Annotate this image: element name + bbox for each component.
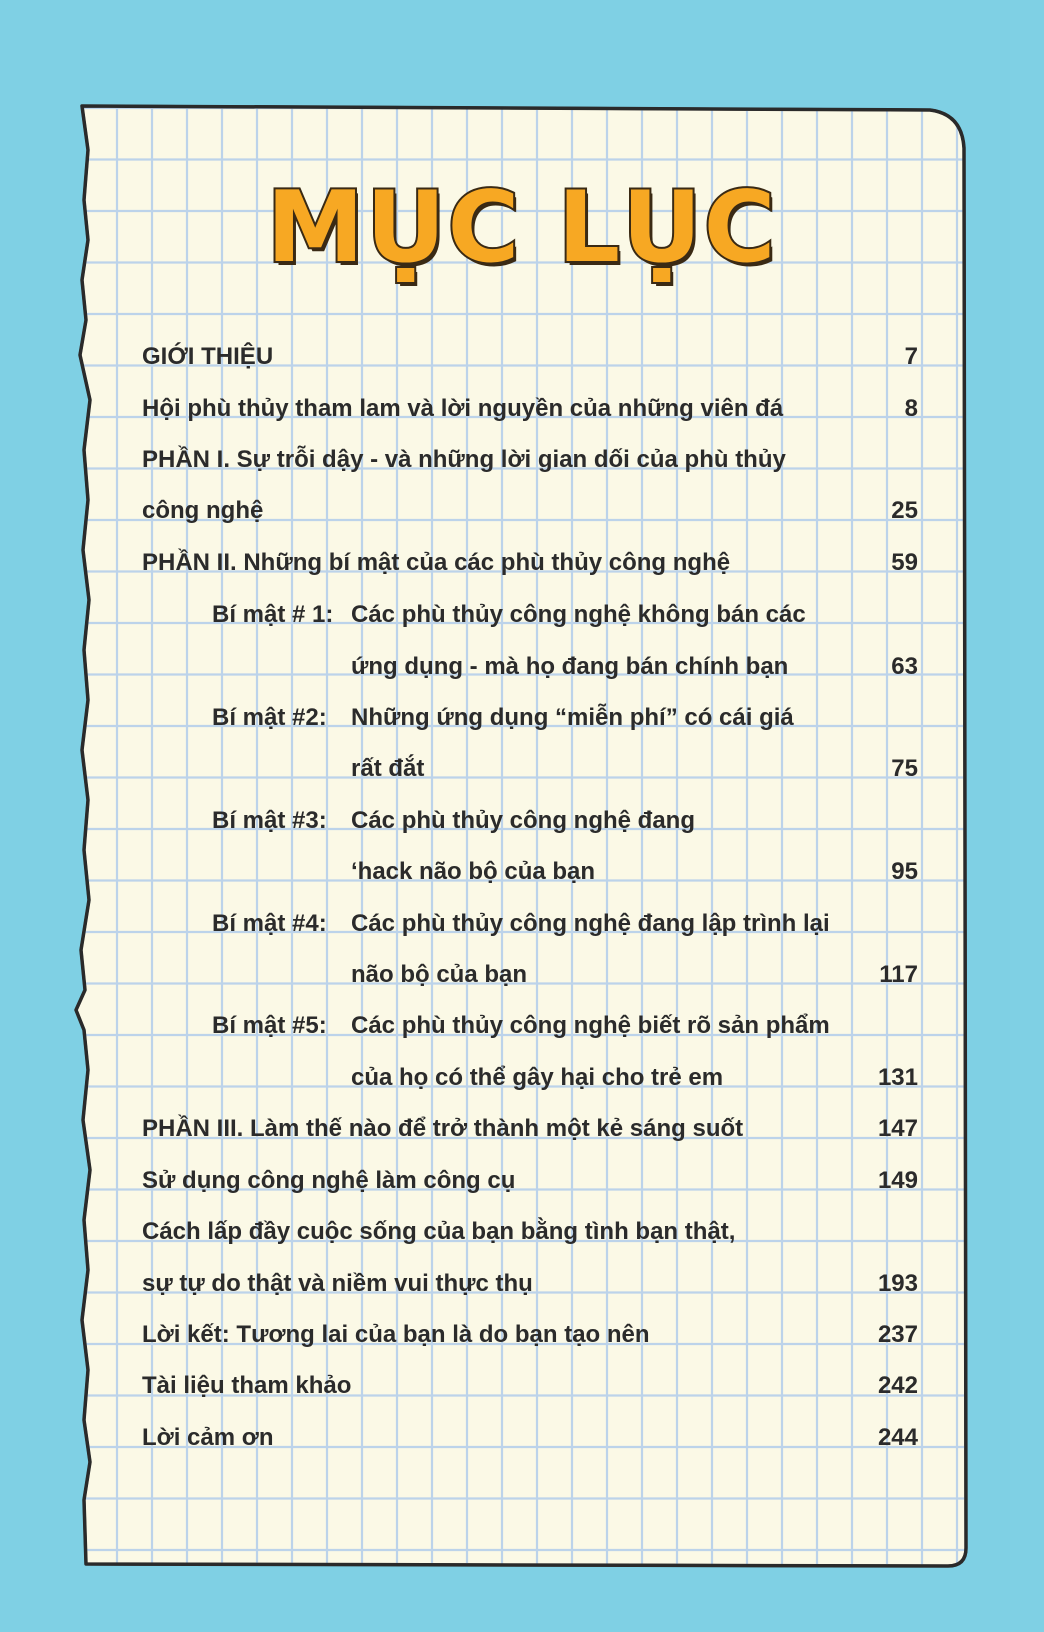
toc-page-prologue: 8 — [904, 395, 918, 422]
secret-3-title-line2: ‘hack não bộ của bạn — [351, 858, 596, 885]
toc-entry-epilogue: Lời kết: Tương lai của bạn là do bạn tạo nên — [142, 1321, 650, 1348]
toc-page-part3: 147 — [877, 1115, 918, 1142]
toc-entry-part1-line1: PHẦN I. Sự trỗi dậy - và những lời gian dối của phù thủy — [142, 446, 786, 473]
toc-entry-part3: PHẦN III. Làm thế nào để trở thành một kẻ sáng suốt — [142, 1115, 744, 1142]
secret-2-label: Bí mật #2: — [212, 704, 327, 731]
secret-4-label: Bí mật #4: — [212, 910, 327, 937]
secret-5-title-line1: Các phù thủy công nghệ biết rõ sản phẩm — [351, 1012, 830, 1039]
secret-1-title-line1: Các phù thủy công nghệ không bán các — [351, 601, 806, 628]
toc-entry-thanks: Lời cảm ơn — [142, 1424, 274, 1451]
toc-page-epilogue: 237 — [877, 1321, 918, 1348]
secret-4-title-line1: Các phù thủy công nghệ đang lập trình lại — [351, 910, 830, 937]
toc-entry-part2: PHẦN II. Những bí mật của các phù thủy công nghệ — [142, 549, 731, 576]
secret-3-page: 95 — [891, 858, 918, 885]
secret-3-title-line1: Các phù thủy công nghệ đang — [351, 807, 695, 834]
toc-entry-intro: GIỚI THIỆU — [142, 343, 274, 370]
toc-page-tools: 149 — [877, 1167, 918, 1194]
secret-5-label: Bí mật #5: — [212, 1012, 327, 1039]
toc-page-part2: 59 — [891, 549, 918, 576]
toc-page-references: 242 — [877, 1372, 918, 1399]
secret-2-title-line2: rất đắt — [351, 755, 425, 782]
toc-entry-fill-life-line1: Cách lấp đầy cuộc sống của bạn bằng tình bạn thật, — [142, 1218, 736, 1245]
toc-entry-part1-line2: công nghệ — [142, 497, 264, 524]
secret-4-title-line2: não bộ của bạn — [351, 961, 528, 988]
secret-5-title-line2: của họ có thể gây hại cho trẻ em — [351, 1064, 724, 1091]
toc-entry-references: Tài liệu tham khảo — [142, 1372, 352, 1399]
toc-page-intro: 7 — [904, 343, 918, 370]
toc-page-thanks: 244 — [877, 1424, 918, 1451]
page-title: MỤC LỤC — [266, 171, 778, 285]
toc-page-fill-life: 193 — [877, 1270, 918, 1297]
secret-5-page: 131 — [877, 1064, 918, 1091]
secret-2-title-line1: Những ứng dụng “miễn phí” có cái giá — [351, 704, 794, 731]
toc-page-part1: 25 — [891, 497, 918, 524]
secret-1-label: Bí mật # 1: — [212, 601, 334, 628]
toc-entry-prologue: Hội phù thủy tham lam và lời nguyền của những viên đá — [142, 395, 784, 422]
toc-entry-fill-life-line2: sự tự do thật và niềm vui thực thụ — [142, 1270, 533, 1297]
secret-4-page: 117 — [879, 961, 918, 988]
secret-1-page: 63 — [891, 653, 918, 680]
secret-1-title-line2: ứng dụng - mà họ đang bán chính bạn — [351, 653, 789, 680]
secret-3-label: Bí mật #3: — [212, 807, 327, 834]
secret-2-page: 75 — [891, 755, 918, 782]
toc-entry-tools: Sử dụng công nghệ làm công cụ — [142, 1167, 516, 1194]
